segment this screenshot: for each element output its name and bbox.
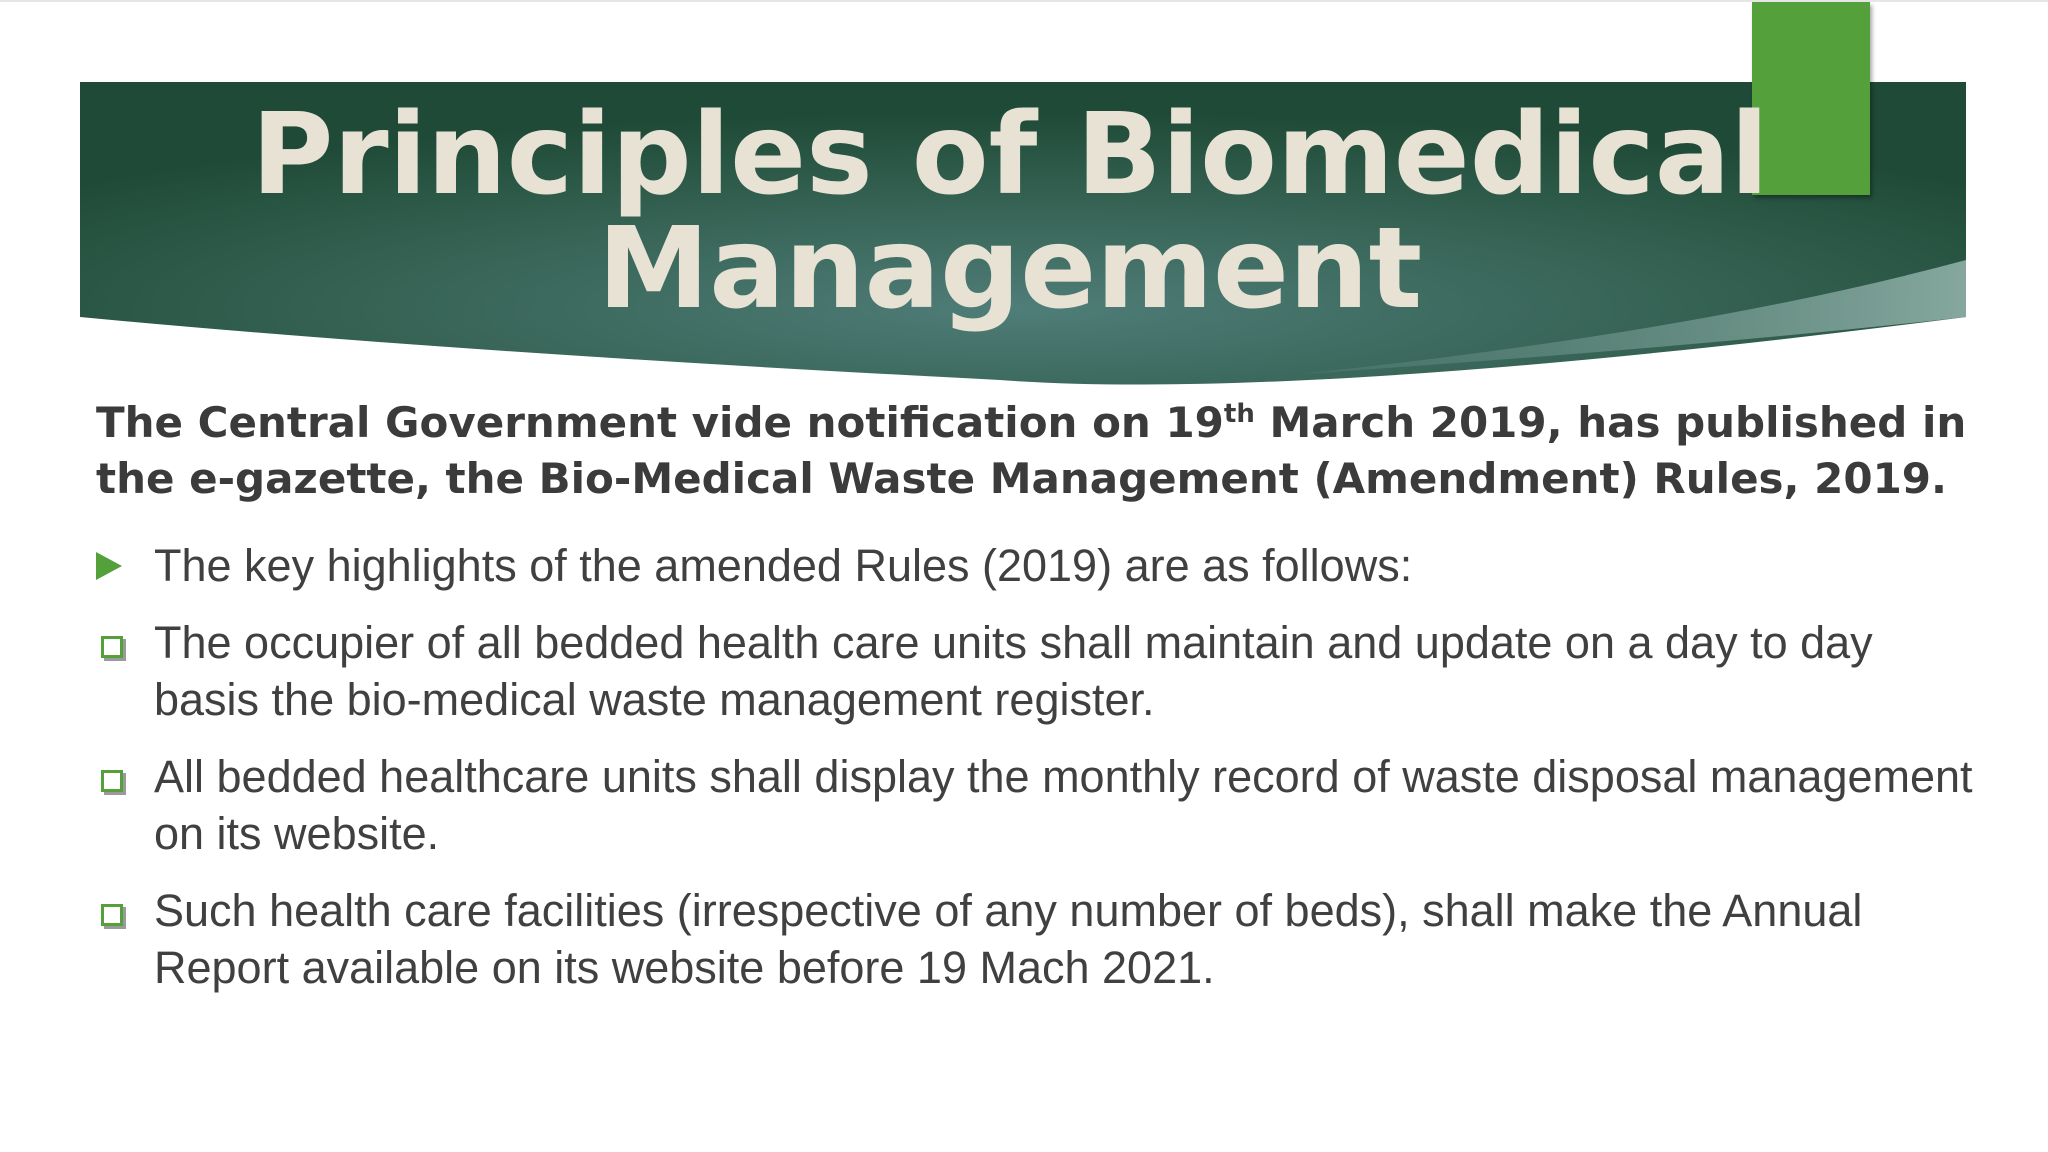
intro-paragraph bbox=[96, 395, 1976, 507]
bullet-item bbox=[96, 614, 1976, 728]
title-line-1: Principles of Biomedical bbox=[251, 90, 1769, 220]
slide-title bbox=[80, 90, 1940, 334]
bullet-text: All bedded healthcare units shall display the monthly record of waste disposal management on its website. bbox=[154, 751, 1973, 859]
bullet-item bbox=[96, 882, 1976, 996]
bullet-text: Such health care facilities (irrespective of any number of beds), shall make the Annual Report available on its website before 19 Mach 2021. bbox=[154, 885, 1863, 993]
checkbox-bullet-icon bbox=[101, 904, 123, 926]
intro-text-start: The Central Government vide notification on 19 bbox=[96, 398, 1224, 447]
bullet-item bbox=[96, 537, 1976, 594]
title-line-2: Management bbox=[597, 204, 1423, 334]
checkbox-bullet-icon bbox=[101, 770, 123, 792]
triangle-bullet-icon bbox=[96, 552, 122, 580]
intro-text-end: March 2019, has published in the e-gazette, the Bio-Medical Waste Management (Amendment) Rules, 2019. bbox=[96, 398, 1967, 503]
slide-content bbox=[96, 395, 1976, 1016]
checkbox-bullet-icon bbox=[101, 636, 123, 658]
intro-ordinal-suffix: th bbox=[1223, 399, 1255, 429]
bullet-text: The occupier of all bedded health care units shall maintain and update on a day to day basis the bio-medical waste management register. bbox=[154, 617, 1873, 725]
bullet-text: The key highlights of the amended Rules (2019) are as follows: bbox=[154, 540, 1413, 591]
bullet-list bbox=[96, 537, 1976, 996]
bullet-item bbox=[96, 748, 1976, 862]
